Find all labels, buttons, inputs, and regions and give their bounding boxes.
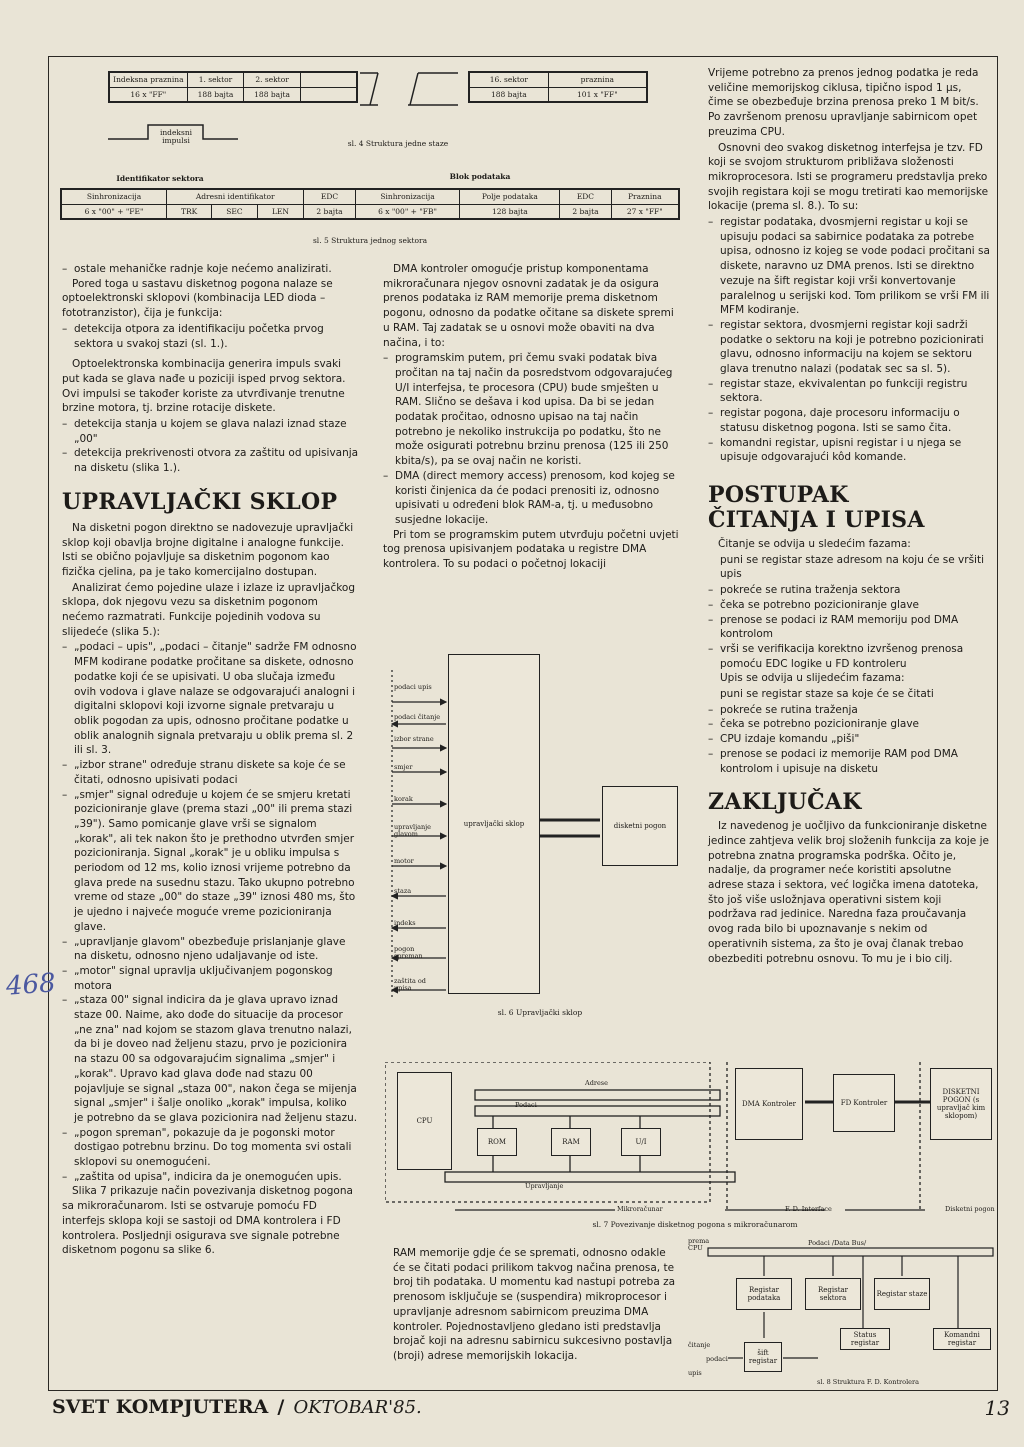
section-heading: UPRAVLJAČKI SKLOP xyxy=(62,488,338,515)
sector-cell: Polje podataka xyxy=(460,189,560,204)
signal-label: smjer xyxy=(394,763,413,771)
footer xyxy=(52,1396,1022,1426)
list-item: – registar podataka, dvosmjerni registar u koji se upisuju podaci sa sabirnice podataka za potrebe upisa, odnosno iz kojeg se vode podaci pročitani sa diskete, naravno uz DMA prenos. Isti se direktno vezuje na šift registar koji vrši konvertovanje paralelnog u serijski kod. Tom prilikom se vrši FM ili MFM kodiranje. xyxy=(708,215,990,318)
track-cell: 188 bajta xyxy=(187,87,244,102)
track-table xyxy=(108,71,358,103)
signal-label: upravljanje glavom xyxy=(394,823,432,838)
shift-register-box xyxy=(744,1342,782,1372)
sector-cell: Sinhronizacija xyxy=(355,189,460,204)
track-cell: 16 x "FF" xyxy=(109,87,187,102)
sector-register-label: Registar sektora xyxy=(817,1286,849,1302)
list-item: – čeka se potrebno pozicioniranje glave xyxy=(708,598,990,613)
shift-register-label: šift registar xyxy=(748,1349,778,1365)
rom-box xyxy=(477,1128,517,1156)
column-left xyxy=(62,262,359,1259)
signal-label: podaci čitanje xyxy=(394,713,441,721)
page-number: 13 xyxy=(984,1396,1010,1420)
track-cell: 188 bajta xyxy=(244,87,301,102)
status-register-label: Status registar xyxy=(850,1331,880,1347)
list-item: – prenose se podaci iz RAM memoriju pod DMA kontrolom xyxy=(708,613,990,642)
signal-label: izbor strane xyxy=(394,735,434,743)
bus-label: Podaci xyxy=(515,1101,537,1109)
io-box xyxy=(621,1128,661,1156)
disk-drive-box xyxy=(602,786,678,866)
paragraph: puni se registar staze adresom na koju će se vršiti upis xyxy=(720,553,984,581)
paragraph: Osnovni deo svakog disketnog interfejsa je tzv. FD koji se svojom strukturom približava složenosti mikroprocesora. Isti se programeru predstavlja preko svojih registara koji se mogu tretirati kao memorijske lokacije (prema sl. 8.). To su: xyxy=(708,141,989,213)
list-item: – „podaci – upis", „podaci – čitanje" sadrže FM odnosno MFM kodirane podatke pročitane sa diskete, odnosno podatke koji će se upisivati. U oba slučaja između ovih vodova i glave nalaze se odgovarajući analogni i digitalni sklopovi koji izvorne signale pretvaraju u oblik pogodan za upis, odnosno pročitane podatke u oblik analognih signala pretvaraju u oblik prema sl. 2 ili sl. 3. xyxy=(62,640,359,758)
paragraph: Iz navedenog je uočljivo da funkcioniranje disketne jedince zahtjeva velik broj složenih funkcija za koje je potrebna znatna programska podrška. Očito je, nadalje, da programer neće koristiti apsolutne adrese staza i sektora, već logička imena datoteka, što još više usložnjava operativni sistem koji podržava rad jedinice. Naredna faza proučavanja ovog rada bilo bi upoznavanje s nekim od operativnih sistema, za što je ovaj članak trebao obezbediti potrebnu osnovu. To mu je i bio cilj. xyxy=(708,820,989,965)
list-item: – programskim putem, pri čemu svaki podatak biva pročitan na taj način da posredstvom odgovarajućeg U/I interfejsa, te procesora (CPU) bude smješten u RAM. Slično se dešava i kod upisa. Da bi se jedan podatak pročitao, odnosno upisao na taj način potrebno je nekoliko instrukcija po podatku, što ne može osigurati potrebnu brzinu prenosa (125 ili 250 kbita/s), pa se ovaj način ne koristi. xyxy=(383,351,683,469)
track-register-box xyxy=(874,1278,930,1310)
track-cell: praznina xyxy=(548,72,647,87)
list-item: – pokreće se rutina traženja sektora xyxy=(708,583,990,598)
io-label: podaci xyxy=(706,1355,728,1363)
io-label: U/I xyxy=(635,1138,647,1146)
paragraph: DMA kontroler omogućje pristup komponentama mikroračunara njegov osnovni zadatak je da osigura prenos podataka iz RAM memorije prema disketnom pogonu, odnosno da podatke očitane sa diskete spremi u RAM. Taj zadatak se u osnovi može obaviti na dva načina, i to: xyxy=(383,263,674,349)
io-label: upis xyxy=(688,1369,702,1377)
control-unit-box xyxy=(448,654,540,994)
signal-label: pogon spreman xyxy=(394,945,423,960)
command-register-label: Komandni registar xyxy=(944,1331,980,1347)
signal-label: podaci upis xyxy=(394,683,432,691)
fig8-lines xyxy=(688,1238,998,1388)
paragraph: puni se registar staze sa koje će se čitati xyxy=(720,688,934,701)
signal-label: staza xyxy=(394,887,412,895)
list-item: – „izbor strane" određuje stranu diskete sa koje će se čitati, odnosno upisivati podaci xyxy=(62,758,359,787)
paragraph: Pri tom se programskim putem utvrđuju početni uvjeti tog prenosa upisivanjem podataka u registre DMA kontrolera. To su podaci o početnoj lokaciji xyxy=(383,528,679,571)
list-item: – detekcija stanja u kojem se glava nalazi iznad staze „00" xyxy=(62,417,359,446)
sector-cell: 6 x "00" + "FE" xyxy=(61,204,167,219)
bus-label: Upravljanje xyxy=(525,1182,564,1190)
fig8-caption: sl. 8 Struktura F. D. Kontrolera xyxy=(817,1378,919,1386)
track-table-tail xyxy=(468,71,648,103)
sector-cell: Praznina xyxy=(611,189,679,204)
fig5-caption: sl. 5 Struktura jednog sektora xyxy=(312,236,428,245)
handwritten-note: 468 xyxy=(5,968,57,1002)
list-item: – komandni registar, upisni registar i u njega se upisuje odgovarajući kôd komande. xyxy=(708,436,990,465)
sector-cell: Adresni identifikator xyxy=(167,189,304,204)
disk-label: DISKETNI POGON (s upravljač kim sklopom) xyxy=(936,1088,986,1120)
track-cell: Indeksna praznina xyxy=(109,72,187,87)
magazine-name: SVET KOMPJUTERA xyxy=(52,1396,269,1418)
disk-drive-label: disketni pogon xyxy=(613,822,667,830)
list-item: – registar staze, ekvivalentan po funkciji registru sektora. xyxy=(708,377,990,406)
list-item: – „motor" signal upravlja uključivanjem pogonskog motora xyxy=(62,964,359,993)
fig6-caption: sl. 6 Upravljački sklop xyxy=(497,1008,583,1017)
ram-box xyxy=(551,1128,591,1156)
section-label: Disketni pogon xyxy=(945,1205,995,1213)
column-right xyxy=(708,66,990,967)
sector-cell: SEC xyxy=(212,204,257,219)
track-cell: 1. sektor xyxy=(187,72,244,87)
list-item: – ostale mehaničke radnje koje nećemo analizirati. xyxy=(62,262,359,277)
bus-label: Podaci /Data Bus/ xyxy=(808,1239,867,1247)
sector-cell: 6 x "00" + "FB" xyxy=(355,204,460,219)
sector-cell: LEN xyxy=(257,204,304,219)
section-heading: POSTUPAK ČITANJA I UPISA xyxy=(708,481,925,533)
disk-box xyxy=(930,1068,992,1140)
paragraph: Čitanje se odvija u sledećim fazama: xyxy=(718,537,911,550)
command-register-box xyxy=(933,1328,991,1350)
sector-group-id: Identifikator sektora xyxy=(116,174,204,183)
sector-cell: 2 bajta xyxy=(560,204,611,219)
rom-label: ROM xyxy=(487,1138,507,1146)
issue-date: OKTOBAR'85. xyxy=(293,1397,422,1418)
cpu-box xyxy=(397,1072,452,1170)
paragraph: Slika 7 prikazuje način povezivanja disketnog pogona sa mikroračunarom. Isti se ostvaruje pomoću FD interfejs sklopa koji se sastoji od DMA kontrolera i FD kontrolera. Posljednji osigurava sve signale potrebne disketnom pogonu sa slike 6. xyxy=(62,1185,353,1257)
paragraph: Na disketni pogon direktno se nadovezuje upravljački sklop koji obavlja brojne digitalne i analogne funkcije. Isti se obično pojavljuje sa disketnim pogonom kao fizička cjelina, pa je tako komercijalno dostupan. xyxy=(62,521,354,578)
list-item: – „upravljanje glavom" obezbeđuje prislanjanje glave na disketu, odnosno njeno udaljavanje od iste. xyxy=(62,935,359,964)
fig7-caption: sl. 7 Povezivanje disketnog pogona s mikroračunarom xyxy=(592,1220,798,1229)
paragraph: Vrijeme potrebno za prenos jednog podatka je reda veličine memorijskog ciklusa, tipično ispod 1 µs, čime se obezbeđuje brzina prenosa preko 1 M bit/s. Po završenom prenosu upravljanje sabirnicom opet preuzima CPU. xyxy=(708,67,979,138)
sector-cell: 2 bajta xyxy=(304,204,355,219)
footer-separator: / xyxy=(277,1396,285,1418)
track-cell xyxy=(300,87,357,102)
paragraph: RAM memorije gdje će se spremati, odnosno odakle će se čitati podaci prilikom takvog načina prenosa, te broj tih podataka. U momentu kad nastupi potreba za prenosom isključuje se (suspendira) mikroprocesor i upravljanje adresnom sabirnicom preuzima DMA kontroler. Pojednostavljeno gledano isti predstavlja brojač koji na adresnu sabirnicu sukcesivno postavlja (broji) adrese memorijskih lokacija. xyxy=(393,1247,676,1362)
data-register-label: Registar podataka xyxy=(747,1286,781,1302)
sector-figure xyxy=(60,170,680,250)
break-mark xyxy=(358,71,458,107)
track-cell: 16. sektor xyxy=(469,72,548,87)
fd-label: FD Kontroler xyxy=(840,1099,888,1107)
list-item: – CPU izdaje komandu „piši" xyxy=(708,732,990,747)
signal-label: zaštita od upisa xyxy=(394,977,426,992)
sector-cell: EDC xyxy=(560,189,611,204)
io-label: čitanje xyxy=(688,1341,711,1349)
sector-cell: TRK xyxy=(167,204,212,219)
data-register-box xyxy=(736,1278,792,1310)
column-middle-bottom xyxy=(393,1246,681,1365)
track-figure xyxy=(108,71,658,161)
list-item: – DMA (direct memory access) prenosom, kod kojeg se koristi činjenica da će podaci prenositi iz, odnosno upisivati u određeni blok RAM-a, tj. u međusobno susjedne lokacije. xyxy=(383,469,683,528)
list-item: – registar sektora, dvosmjerni registar koji sadrži podatke o sektoru na koji je potrebno pozicionirati glavu, odnosno informaciju na kojem se sektoru glava trenutno nalazi (podatak sec sa sl. 5). xyxy=(708,318,990,377)
section-label: Mikroračunar xyxy=(617,1205,663,1213)
list-item: – registar pogona, daje procesoru informaciju o statusu disketnog pogona. Isti se samo čita. xyxy=(708,406,990,435)
list-item: – „pogon spreman", pokazuje da je pogonski motor dostigao potrebnu brzinu. Do tog momenta svi ostali sklopovi su onemogućeni. xyxy=(62,1126,359,1170)
fig4-caption: sl. 4 Struktura jedne staze xyxy=(347,139,449,148)
list-item: – detekcija otpora za identifikaciju početka prvog sektora u svakoj stazi (sl. 1.). xyxy=(62,322,359,351)
sector-group-data: Blok podataka xyxy=(449,172,511,181)
track-register-label: Registar staze xyxy=(876,1290,928,1298)
track-cell: 101 x "FF" xyxy=(548,87,647,102)
ram-label: RAM xyxy=(562,1138,580,1146)
list-item: – „smjer" signal određuje u kojem će se smjeru kretati pozicioniranje glave (prema stazi „00" ili prema stazi „39"). Samo pomicanje glave vrši se signalom „korak", ali tek nakon što je prethodno utvrđen smjer pozicioniranja. Signal „korak" je u obliku impulsa s periodom od 12 ms, kolio iznosi vrijeme potrebno da glava prede na susednu stazu. Tako ukupno potrebno vreme od staze „00" do staze „39" iznosi 480 ms, što je ujedno i najveće moguće vreme pozicioniranja glave. xyxy=(62,788,359,935)
sector-table xyxy=(60,188,680,220)
list-item: – vrši se verifikacija korektno izvršenog prenosa pomoću EDC logike u FD kontroleru xyxy=(708,642,990,671)
track-cell: 2. sektor xyxy=(244,72,301,87)
signal-label: indeks xyxy=(394,919,416,927)
list-item: – „staza 00" signal indicira da je glava upravo iznad staze 00. Naime, ako dođe do situacije da procesor „ne zna" nad kojom se stazom glava trenutno nalazi, da bi je doveo nad željenu stazu, prvo je pozicionira na stazu 00 sa odgovarajućim signalima „smjer" i „korak". Upravo kad glava dođe nad stazu 00 pojavljuje se signal „staza 00", nakon čega se mijenja signal „smjer" i šalje onoliko „korak" impulsa, koliko je potrebno da se glava pozicionira nad željenu stazu. xyxy=(62,993,359,1125)
list-item: – pokreće se rutina traženja xyxy=(708,703,990,718)
list-item: – „zaštita od upisa", indicira da je onemogućen upis. xyxy=(62,1170,359,1185)
fig8-diagram xyxy=(688,1238,998,1388)
index-label: indeksni impulsi xyxy=(159,128,193,145)
column-middle xyxy=(383,262,683,573)
bus-label: Adrese xyxy=(585,1079,608,1087)
sector-cell: Sinhronizacija xyxy=(61,189,167,204)
status-register-box xyxy=(840,1328,890,1350)
list-item: – čeka se potrebno pozicioniranje glave xyxy=(708,717,990,732)
sector-cell: EDC xyxy=(304,189,355,204)
signal-label: motor xyxy=(394,857,414,865)
paragraph: Pored toga u sastavu disketnog pogona nalaze se optoelektronski sklopovi (kombinacija LED dioda – fototranzistor), čija je funkcija: xyxy=(62,277,333,320)
dma-box xyxy=(735,1068,803,1140)
list-item: – prenose se podaci iz memorije RAM pod DMA kontrolom i upisuje na disketu xyxy=(708,747,990,776)
track-cell xyxy=(300,72,357,87)
paragraph: Analizirat ćemo pojedine ulaze i izlaze iz upravljačkog sklopa, dok njegovu vezu sa disketnim pogonom nećemo razmatrati. Funkcije pojedinih vodova su slijedeće (slika 5.): xyxy=(62,581,356,638)
list-item: – detekcija prekrivenosti otvora za zaštitu od upisivanja na disketu (slika 1.). xyxy=(62,446,359,475)
cpu-label: CPU xyxy=(416,1117,433,1125)
fig7-diagram xyxy=(385,1062,1000,1242)
sector-register-box xyxy=(805,1278,861,1310)
sector-cell: 27 x "FF" xyxy=(611,204,679,219)
track-cell: 188 bajta xyxy=(469,87,548,102)
bus-label: prema CPU xyxy=(688,1237,710,1252)
fig6-diagram xyxy=(380,640,700,1020)
fd-box xyxy=(833,1074,895,1132)
paragraph: Optoelektronska kombinacija generira impuls svaki put kada se glava nađe u poziciji isped prvog sektora. Ovi impulsi se također koriste za utvrđivanje trenutne brzine motora, tj. brzine rotacije diskete. xyxy=(62,358,346,415)
section-heading: ZAKLJUČAK xyxy=(708,789,862,816)
sector-cell: 128 bajta xyxy=(460,204,560,219)
dma-label: DMA Kontroler xyxy=(742,1100,796,1108)
control-unit-label: upravljački sklop xyxy=(463,820,525,828)
signal-label: korak xyxy=(394,795,413,803)
section-label: F. D. Interface xyxy=(785,1205,832,1213)
paragraph: Upis se odvija u slijedećim fazama: xyxy=(720,672,905,685)
